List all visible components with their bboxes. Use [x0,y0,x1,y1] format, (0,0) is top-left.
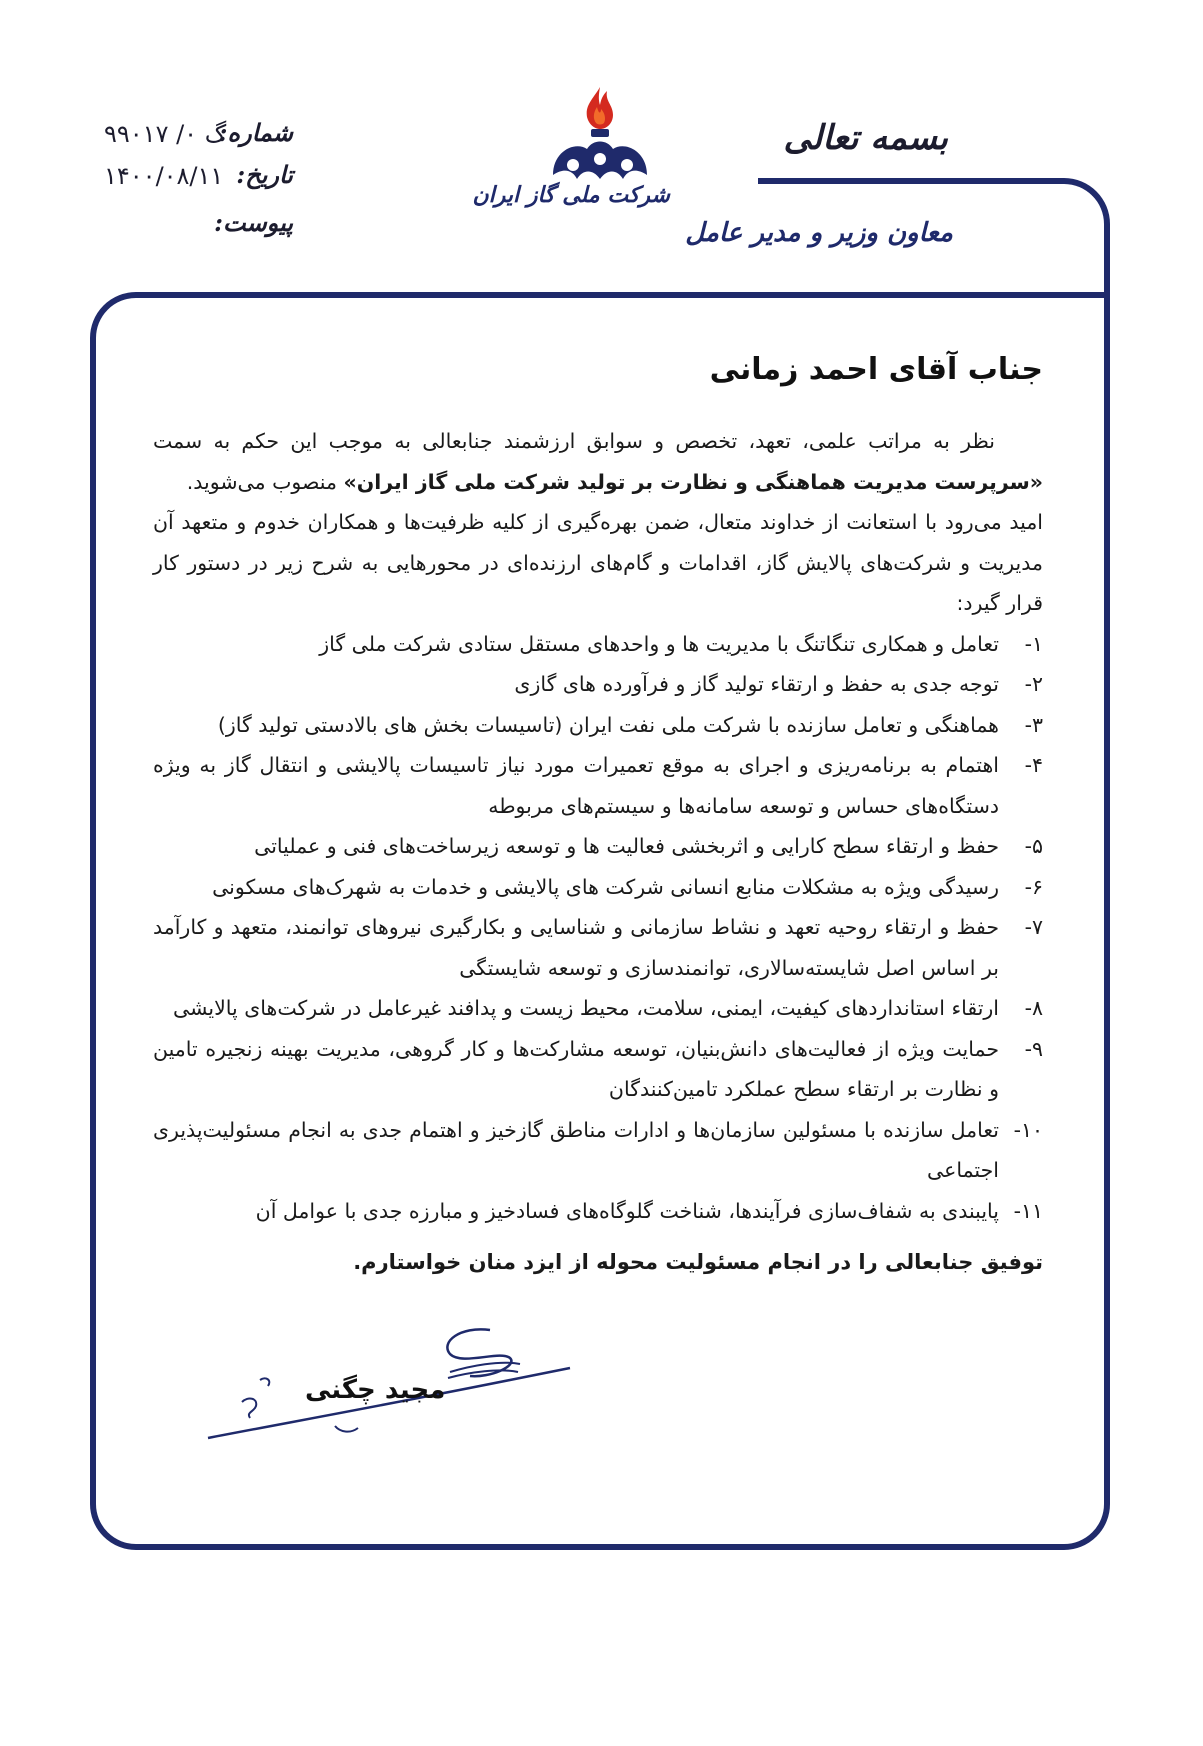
directive-number: ۴- [1024,753,1043,777]
directive-item [153,988,1043,1029]
directive-number: ۳- [1024,712,1043,737]
directive-number: ۸- [1024,996,1043,1020]
bismillah-heading: بسمه تعالی [783,118,948,158]
directive-item [153,1191,1043,1232]
directive-text: اهتمام به برنامه‌ریزی و اجرای به موقع تعمیرات مورد نیاز تاسیسات پالایشی و انتقال گاز به ویژه دستگاه‌های حساس و توسعه سامانه‌ها و سیستم‌های مربوطه [153,753,999,818]
signatory-name: مجید چگنی [305,1375,446,1405]
directive-item [153,705,1043,746]
directive-item [153,1110,1043,1191]
directive-text: ارتقاء استانداردهای کیفیت، ایمنی، سلامت، محیط زیست و پدافند غیرعامل در شرکت‌های پالایشی [173,996,999,1020]
directive-text: تعامل سازنده با مسئولین سازمان‌ها و ادارات مناطق گازخیز و اهتمام جدی به انجام مسئولیت‌پذیری اجتماعی [153,1117,999,1182]
letter-body [153,352,1043,1283]
directive-text: حمایت ویژه از فعالیت‌های دانش‌بنیان، توسعه مشارکت‌ها و کار گروهی، مدیریت بهینه زنجیره تامین و نظارت بر ارتقاء سطح عملکرد تامین‌کنندگان [153,1036,999,1101]
directive-text: پایبندی به شفاف‌سازی فرآیندها، شناخت گلوگاه‌های فسادخیز و مبارزه جدی با عوامل آن [255,1198,999,1223]
date-label: تاریخ: [236,160,293,189]
directive-text: تعامل و همکاری تنگاتنگ با مدیریت ها و واحدهای مستقل ستادی شرکت ملی گاز [319,631,999,656]
directive-text: رسیدگی ویژه به مشکلات منابع انسانی شرکت های پالایشی و خدمات به شهرک‌های مسکونی [212,874,999,899]
directive-text: حفظ و ارتقاء روحیه تعهد و نشاط سازمانی و شناسایی و بکارگیری نیروهای توانمند، متعهد و کارآمد بر اساس اصل شایسته‌سالاری، توانمندسازی و توسعه شایستگی [153,915,999,980]
directive-number: ۱۱- [1013,1198,1043,1223]
office-title: معاون وزیر و مدیر عامل [685,218,953,248]
directive-number: ۱۰- [1013,1117,1043,1142]
intro-paragraph [153,421,1043,502]
intro-position: «سرپرست مدیریت هماهنگی و نظارت بر تولید شرکت ملی گاز ایران» [343,469,1043,494]
directive-item [153,1029,1043,1110]
directive-number: ۱- [1024,631,1043,656]
directive-item [153,664,1043,705]
logo-company-name: شرکت ملی گاز ایران [472,182,670,208]
date-value: ۱۴۰۰/۰۸/۱۱ [104,162,224,190]
addressee: جناب آقای احمد زمانی [709,352,1043,387]
directive-item [153,826,1043,867]
directive-text: توجه جدی به حفظ و ارتقاء تولید گاز و فرآورده های گازی [514,672,999,696]
directive-text: هماهنگی و تعامل سازنده با شرکت ملی نفت ایران (تاسیسات بخش های بالادستی تولید گاز) [217,712,999,737]
directive-item [153,867,1043,908]
intro-text-2: منصوب می‌شوید. [186,469,344,494]
closing-line: توفیق جنابعالی را در انجام مسئولیت محوله از ایزد منان خواستارم. [353,1250,1043,1274]
directive-number: ۹- [1024,1036,1043,1061]
directive-item [153,745,1043,826]
directive-item [153,624,1043,665]
directive-number: ۷- [1024,915,1043,939]
directive-number: ۲- [1024,672,1043,696]
number-label: شماره: [218,118,293,147]
attachment-label: پیوست: [214,208,293,237]
directive-number: ۶- [1024,874,1043,899]
number-value: گ ۰/ ۹۹۰۱۷ [104,120,227,148]
directives-list [153,624,1043,1232]
paragraph-2: امید می‌رود با استعانت از خداوند متعال، ضمن بهره‌گیری از کلیه ظرفیت‌ها و همکاران خدوم و متعهد آن مدیریت و شرکت‌های پالایش گاز، اقدامات و گام‌های ارزنده‌ای در محورهایی به شرح زیر در دستور کار قرار گیرد: [153,510,1043,615]
directive-number: ۵- [1024,834,1043,858]
directive-item [153,907,1043,988]
directive-text: حفظ و ارتقاء سطح کارایی و اثربخشی فعالیت ها و توسعه زیرساخت‌های فنی و عملیاتی [254,834,999,858]
intro-text-1: نظر به مراتب علمی، تعهد، تخصص و سوابق ارزشمند جنابعالی به موجب این حکم به سمت [153,429,995,453]
